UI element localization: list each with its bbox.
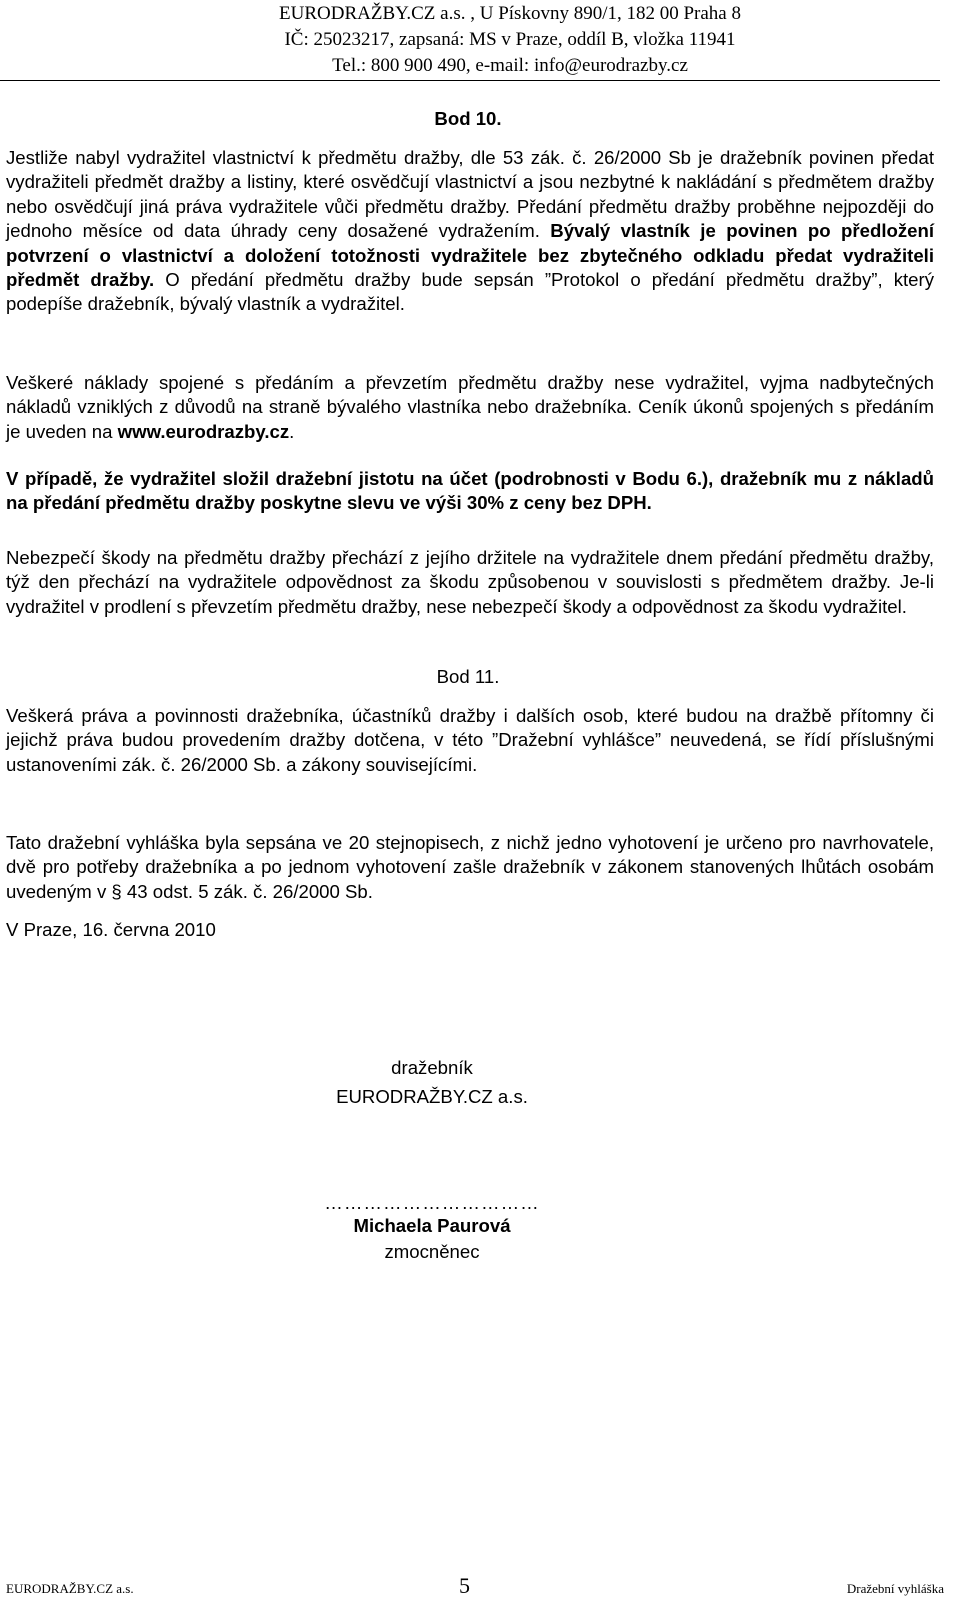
- section-10-paragraph-3: V případě, že vydražitel složil dražební jistotu na účet (podrobnosti v Bodu 6.), dražebník mu z nákladů na předání předmětu dražby poskytne slevu ve výši 30% z ceny bez DPH.: [6, 468, 934, 514]
- place-and-date: V Praze, 16. června 2010: [6, 919, 216, 940]
- section-11-paragraph-1: Veškerá práva a povinnosti dražebníka, účastníků dražby i dalších osob, které budou na dražbě přítomny či jejichž práva budou provedením dražby dotčena, v této ”Dražební vyhlášce” neuvedená, se řídí příslušnými ustanoveními zák. č. 26/2000 Sb. a zákony souvisejícími.: [6, 705, 934, 775]
- section-11-heading: Bod 11.: [436, 666, 500, 687]
- signature-role: dražebník: [391, 1057, 473, 1078]
- signature-line: ……………………………: [324, 1192, 540, 1213]
- paragraph-text: .: [289, 420, 295, 442]
- website-link[interactable]: www.eurodrazby.cz: [117, 420, 290, 442]
- header-company-line: EURODRAŽBY.CZ a.s. , U Pískovny 890/1, 182 00 Praha 8: [279, 3, 741, 24]
- signatory-name: Michaela Paurová: [353, 1215, 511, 1236]
- paragraph-text: O předání předmětu dražby bude sepsán ”Protokol o předání předmětu dražby”, který podepíše dražebník, bývalý vlastník a vydražitel.: [6, 269, 935, 315]
- paragraph-bold-text: Bývalý vlastník je povinen po předložení potvrzení o vlastnictví a doložení totožnosti vydražitele bez zbytečného odkladu předat vydražiteli předmět dražby.: [6, 220, 935, 291]
- section-10-paragraph-4: Nebezpečí škody na předmětu dražby přechází z jejího držitele na vydražitele dnem předání předmětu dražby, týž den přechází na vydražitele odpovědnost za škodu způsobenou v souvislosti s předmětem dražby. Je-li vydražitel v prodlení s převzetím předmětu dražby, nese nebezpečí škody a odpovědnost za škodu vydražitel.: [6, 547, 934, 617]
- section-10-paragraph-1: [6, 146, 934, 317]
- page-number: 5: [459, 1573, 470, 1598]
- section-10-paragraph-2: [6, 371, 934, 444]
- paragraph-text: Jestliže nabyl vydražitel vlastnictví k předmětu dražby, dle 53 zák. č. 26/2000 Sb je dražebník povinen předat vydražiteli předmět dražby a listiny, které osvědčují vlastnictví a jsou nezbytné k nakládání s předmětem dražby nebo osvědčují jiná práva vydražitele vůči předmětu dražby. Předání předmětu dražby proběhne nejpozději do jednoho měsíce od data úhrady ceny dosažené vydražením.: [6, 147, 934, 242]
- header-contact-line: Tel.: 800 900 490, e-mail: info@eurodrazby.cz: [332, 55, 688, 76]
- section-11-paragraph-2: Tato dražební vyhláška byla sepsána ve 20 stejnopisech, z nichž jedno vyhotovení je určeno pro navrhovatele, dvě pro potřeby dražebníka a po jednom vyhotovení zašle dražebník v zákonem stanovených lhůtách osobám uvedeným v § 43 odst. 5 zák. č. 26/2000 Sb.: [6, 832, 934, 902]
- signature-company: EURODRAŽBY.CZ a.s.: [336, 1086, 528, 1107]
- paragraph-text: Veškeré náklady spojené s předáním a převzetím předmětu dražby nese vydražitel, vyjma nadbytečných nákladů vzniklých z důvodů na straně bývalého vlastníka nebo dražebníka. Ceník úkonů spojených s předáním je uveden na: [6, 372, 934, 442]
- signatory-title: zmocněnec: [384, 1241, 480, 1262]
- section-10-heading: Bod 10.: [434, 108, 502, 129]
- header-registration-line: IČ: 25023217, zapsaná: MS v Praze, oddíl B, vložka 11941: [284, 29, 736, 50]
- footer-company: EURODRAŽBY.CZ a.s.: [6, 1581, 134, 1596]
- footer-document-title: Dražební vyhláška: [846, 1581, 944, 1596]
- header-divider: [0, 80, 940, 81]
